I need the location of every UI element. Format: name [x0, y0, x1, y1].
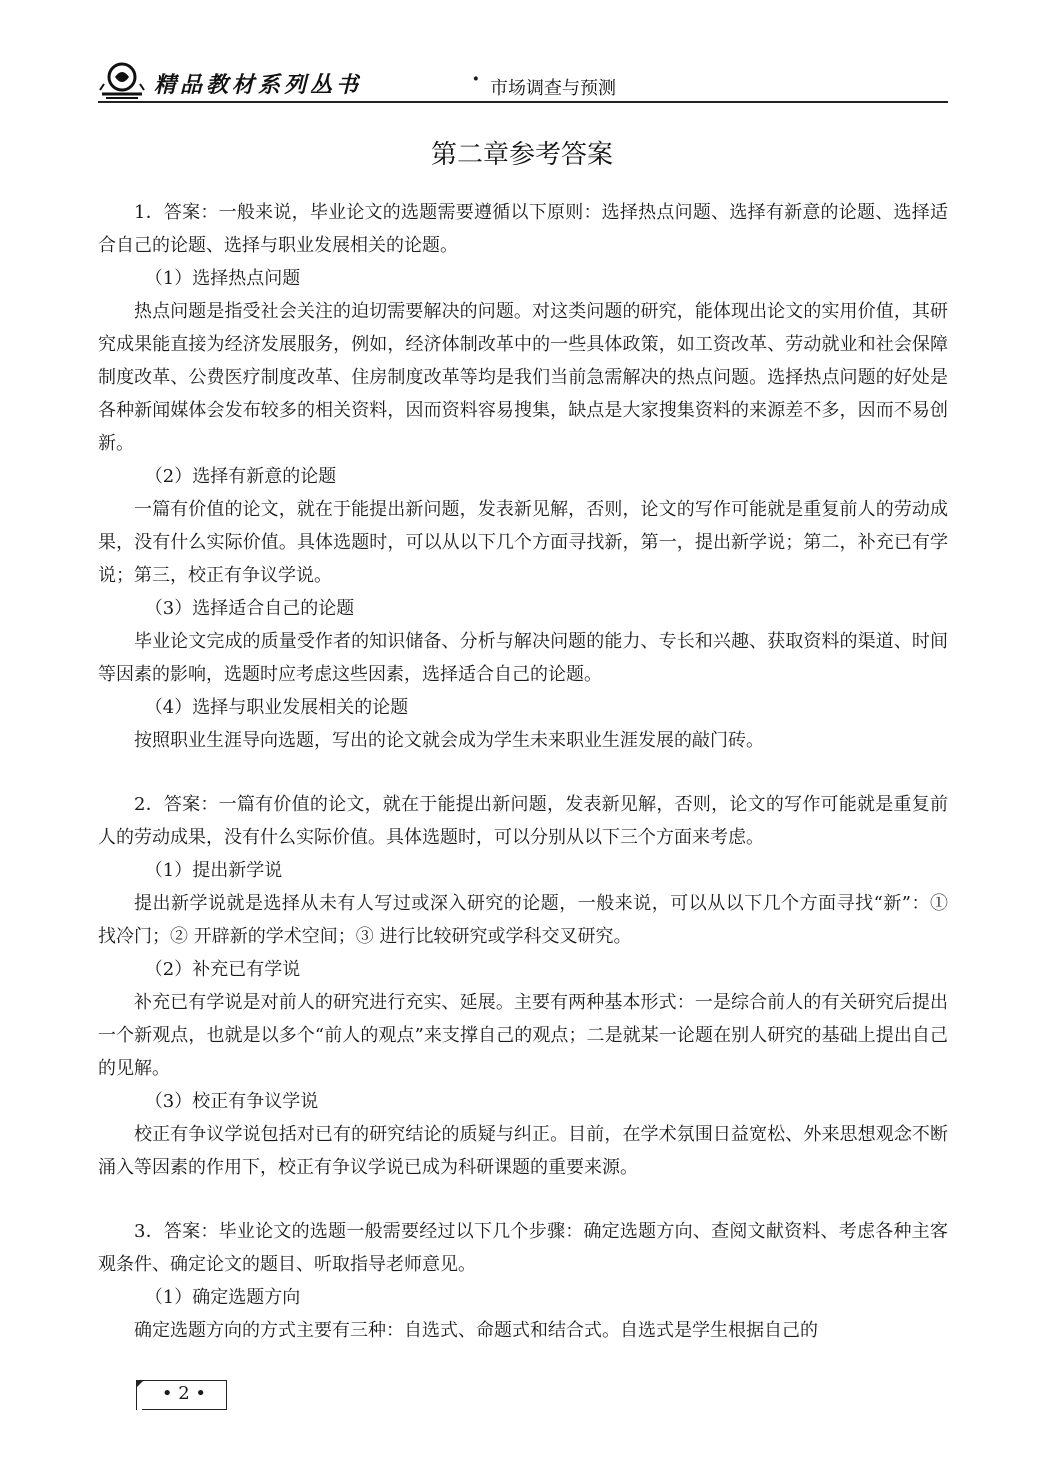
- paragraph: 按照职业生涯导向选题，写出的论文就会成为学生未来职业生涯发展的敲门砖。: [134, 730, 764, 751]
- paragraph: 确定选题方向的方式主要有三种：自选式、命题式和结合式。自选式是学生根据自己的: [134, 1320, 818, 1341]
- paragraph: 提出新学说就是选择从未有人写过或深入研究的论题，一般来说，可以从以下几个方面寻找“新”：① 找冷门；② 开辟新的学术空间；③ 进行比较研究或学科交叉研究。: [98, 893, 948, 947]
- subheading: （4）选择与职业发展相关的论题: [144, 697, 409, 718]
- subheading: （1）选择热点问题: [144, 268, 301, 289]
- subheading: （2）补充已有学说: [144, 959, 301, 980]
- series-title: 精品教材系列丛书: [154, 72, 363, 98]
- body-text: [98, 196, 948, 1347]
- page-number-tab: [136, 1380, 226, 1410]
- subheading: （2）选择有新意的论题: [144, 466, 337, 487]
- paragraph: 热点问题是指受社会关注的迫切需要解决的问题。对这类问题的研究，能体现出论文的实用价值，其研究成果能直接为经济发展服务，例如，经济体制改革中的一些具体政策，如工资改革、劳动就业和社会保障制度改革、公费医疗制度改革、住房制度改革等均是我们当前急需解决的热点问题。选择热点问题的好处是各种新闻媒体会发布较多的相关资料，因而资料容易搜集，缺点是大家搜集资料的来源差不多，因而不易创新。: [98, 301, 948, 454]
- paragraph: 2．答案：一篇有价值的论文，就在于能提出新问题，发表新见解，否则，论文的写作可能就是重复前人的劳动成果，没有什么实际价值。具体选题时，可以分别从以下三个方面来考虑。: [98, 794, 948, 848]
- page-number: • 2 •: [161, 1383, 207, 1404]
- section-gap: [98, 757, 948, 788]
- paragraph: 1．答案：一般来说，毕业论文的选题需要遵循以下原则：选择热点问题、选择有新意的论题、选择适合自己的论题、选择与职业发展相关的论题。: [98, 202, 948, 256]
- paragraph: 一篇有价值的论文，就在于能提出新问题，发表新见解，否则，论文的写作可能就是重复前人的劳动成果，没有什么实际价值。具体选题时，可以从以下几个方面寻找新，第一，提出新学说；第二，补充已有学说；第三，校正有争议学说。: [98, 499, 948, 586]
- header-rule: [98, 101, 948, 103]
- paragraph: 毕业论文完成的质量受作者的知识储备、分析与解决问题的能力、专长和兴趣、获取资料的渠道、时间等因素的影响，选题时应考虑这些因素，选择适合自己的论题。: [98, 631, 948, 685]
- paragraph: 补充已有学说是对前人的研究进行充实、延展。主要有两种基本形式：一是综合前人的有关研究后提出一个新观点，也就是以多个“前人的观点”来支撑自己的观点；二是就某一论题在别人研究的基础上提出自己的见解。: [98, 992, 948, 1079]
- subheading: （1）确定选题方向: [144, 1287, 301, 1308]
- subheading: （3）校正有争议学说: [144, 1091, 319, 1112]
- section-gap: [98, 1184, 948, 1215]
- book-subject: 市场调查与预测: [490, 78, 616, 99]
- header-separator: ·: [472, 66, 480, 92]
- subheading: （3）选择适合自己的论题: [144, 598, 355, 619]
- paragraph: 校正有争议学说包括对已有的研究结论的质疑与纠正。目前，在学术氛围日益宽松、外来思想观念不断涌入等因素的作用下，校正有争议学说已成为科研课题的重要来源。: [98, 1124, 948, 1178]
- paragraph: 3．答案：毕业论文的选题一般需要经过以下几个步骤：确定选题方向、查阅文献资料、考虑各种主客观条件、确定论文的题目、听取指导老师意见。: [98, 1221, 948, 1275]
- page-title: 第二章参考答案: [430, 140, 613, 170]
- running-header: [98, 60, 948, 102]
- publisher-logo-icon: [98, 60, 146, 100]
- subheading: （1）提出新学说: [144, 860, 283, 881]
